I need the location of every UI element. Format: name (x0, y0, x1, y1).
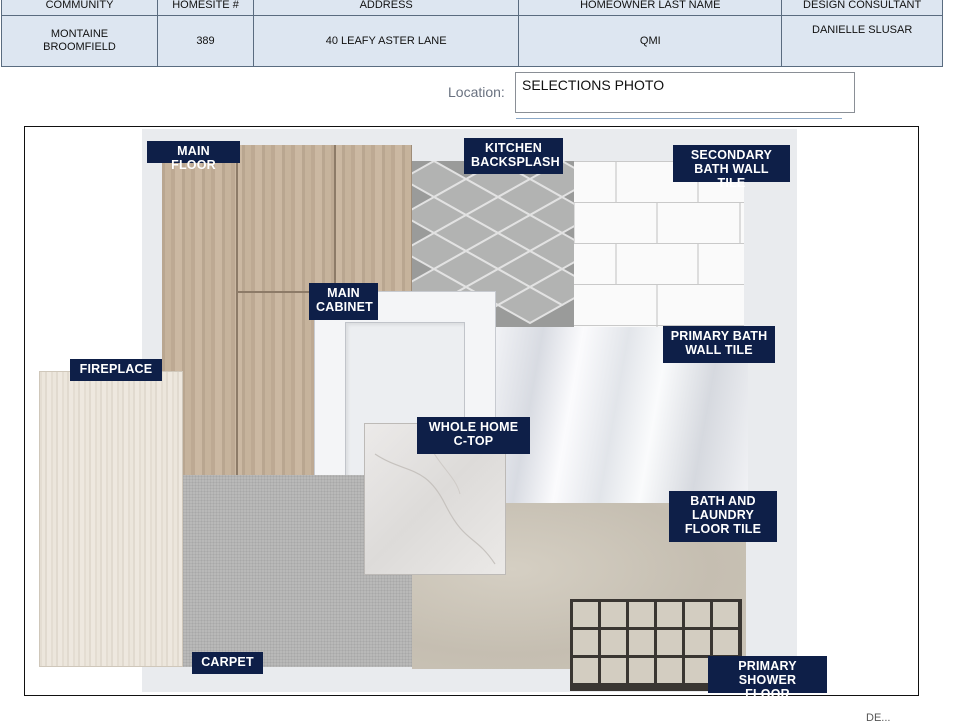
label-secondary-bath-wall-tile: SECONDARY BATH WALL TILE (673, 145, 790, 182)
community-value: MONTAINE BROOMFIELD (2, 16, 158, 67)
col-community: COMMUNITY (2, 0, 158, 16)
plank-seam (236, 145, 238, 475)
homesite-info-table (1, 0, 943, 67)
fireplace-sample (39, 371, 183, 667)
label-primary-shower-floor: PRIMARY SHOWER FLOOR (708, 656, 827, 693)
values-row (2, 16, 943, 67)
label-kitchen-backsplash: KITCHEN BACKSPLASH (464, 138, 563, 174)
col-homeowner: HOMEOWNER LAST NAME (519, 0, 782, 16)
label-main-cabinet: MAIN CABINET (309, 283, 378, 320)
col-design-consultant: DESIGN CONSULTANT (782, 0, 943, 16)
location-underline (516, 118, 842, 119)
design-consultant-value: DANIELLE SLUSAR (782, 16, 943, 67)
location-label: Location: (448, 84, 505, 100)
address-value: 40 LEAFY ASTER LANE (254, 16, 519, 67)
label-carpet: CARPET (192, 652, 263, 674)
homeowner-value: QMI (519, 16, 782, 67)
header-row (2, 0, 943, 16)
label-main-floor: MAIN FLOOR (147, 141, 240, 163)
col-address: ADDRESS (254, 0, 519, 16)
label-primary-bath-wall-tile: PRIMARY BATH WALL TILE (663, 326, 775, 363)
location-field: SELECTIONS PHOTO (515, 72, 855, 113)
selections-photo (142, 129, 797, 692)
label-whole-home-ctop: WHOLE HOME C-TOP (417, 417, 530, 454)
label-bath-laundry-floor-tile: BATH AND LAUNDRY FLOOR TILE (669, 491, 777, 542)
col-homesite: HOMESITE # (158, 0, 254, 16)
label-fireplace: FIREPLACE (70, 359, 162, 381)
footer-partial-text: DE... (866, 712, 891, 724)
homesite-value: 389 (158, 16, 254, 67)
